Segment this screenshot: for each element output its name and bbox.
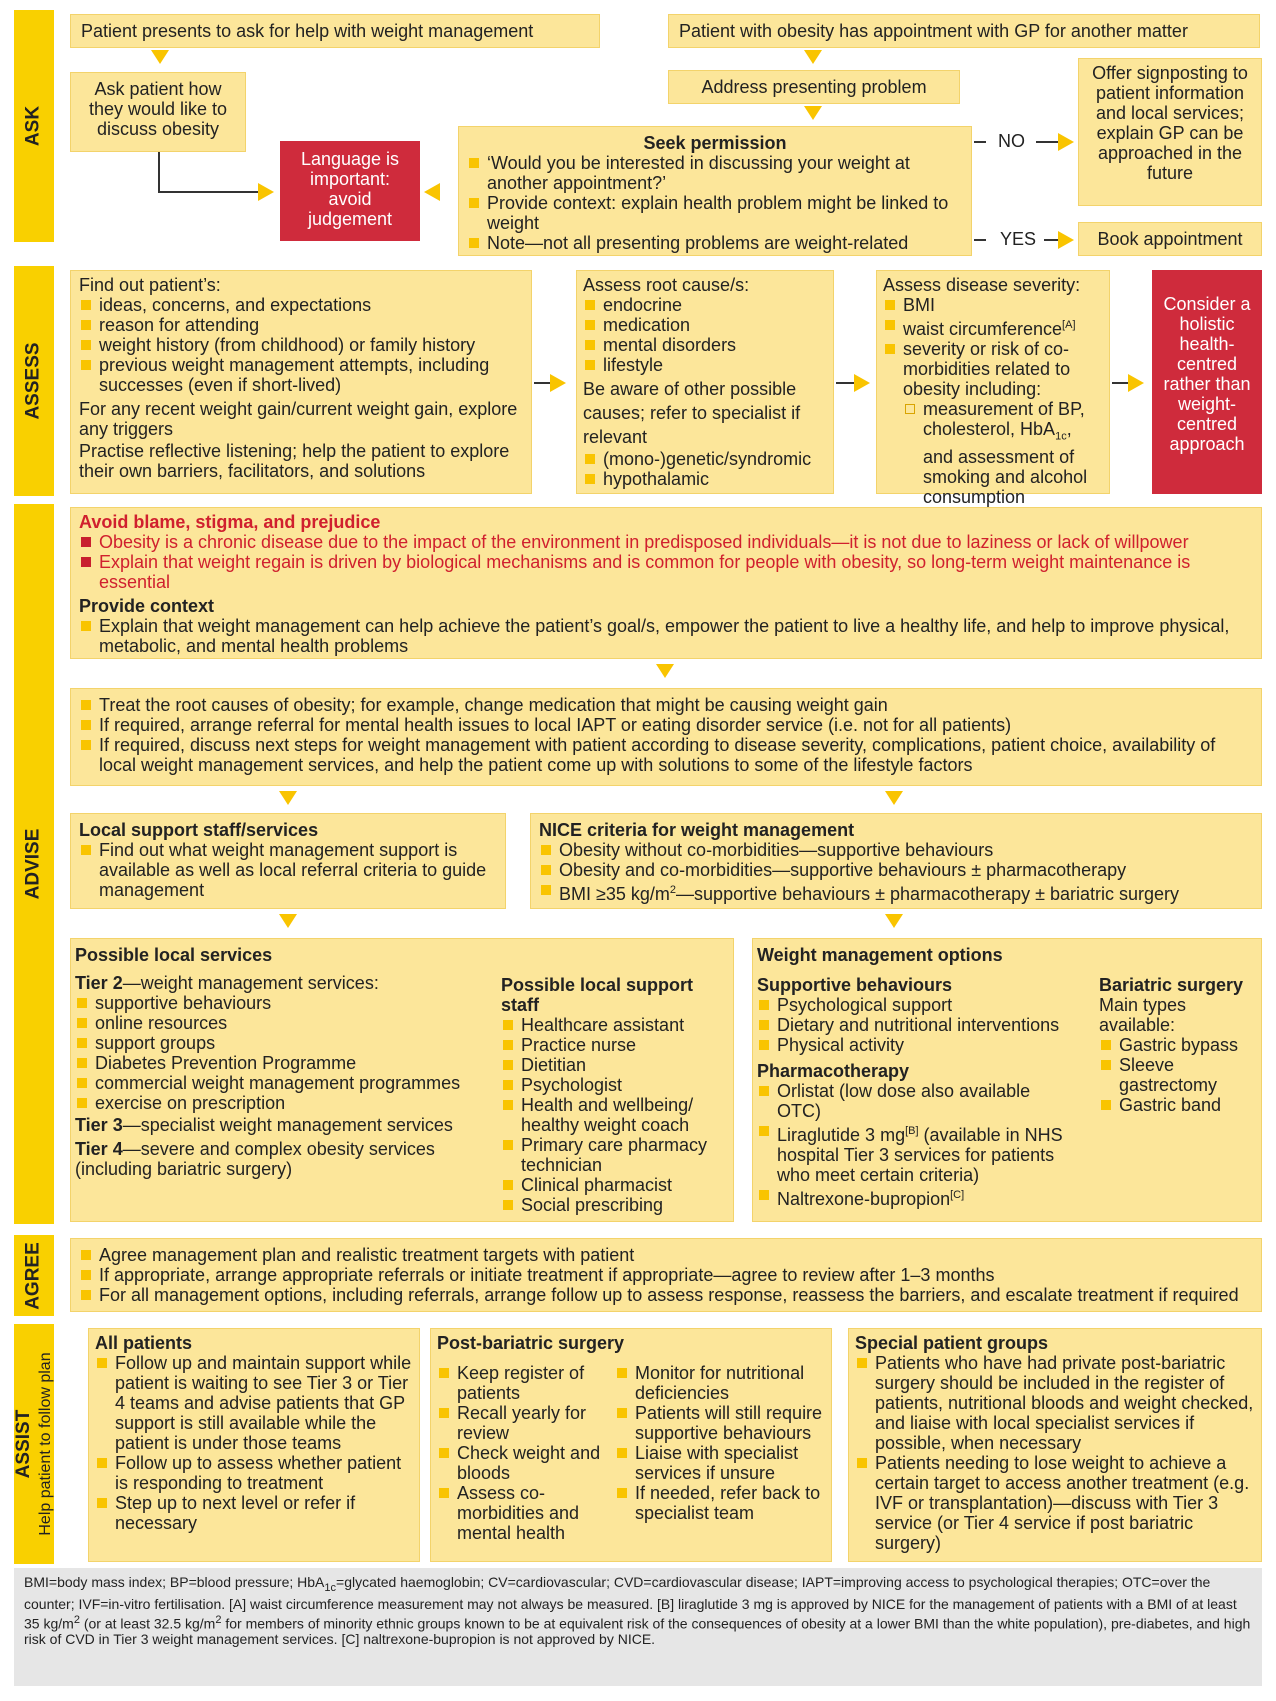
arrow-icon (1058, 133, 1074, 151)
list-item: Diabetes Prevention Programme (75, 1053, 505, 1073)
connector-line (1112, 382, 1128, 384)
list-item: Step up to next level or refer if necessary (95, 1493, 413, 1533)
list-item: Liraglutide 3 mg[B] (available in NHS hospital Tier 3 services for patients who meet certain criteria) (757, 1121, 1077, 1185)
list-item: Psychological support (757, 995, 1097, 1015)
arrow-icon (279, 914, 297, 928)
list-item: BMI ≥35 $kg/m^2—supportive$ behaviours ± pharmacotherapy ± bariatric surgery (539, 880, 1253, 904)
connector-line (974, 141, 986, 143)
list-item: Patients who have had private post-bariatric surgery should be included in the register of patients, nutritional bloods and weight checked, and liaise with local specialist services if possible, when necessary (855, 1353, 1255, 1453)
services-column (75, 945, 505, 1179)
connector-line (1036, 141, 1058, 143)
arrow-icon (804, 106, 822, 120)
root-other-list (583, 449, 827, 489)
list-item: Psychologist (501, 1075, 729, 1095)
local-support-title: Local support staff/services (79, 820, 319, 840)
list-item: Gastric bypass (1099, 1035, 1259, 1055)
list-item: (mono-)genetic/syndromic (583, 449, 827, 469)
post-bariatric-box (430, 1328, 832, 1562)
severity-sublist (883, 399, 1103, 507)
list-item: Orlistat (low dose also available OTC) (757, 1081, 1077, 1121)
section-label-agree: AGREE (22, 1241, 44, 1310)
list-item: commercial weight management programmes (75, 1073, 505, 1093)
list-item: Sleeve gastrectomy (1099, 1055, 1259, 1095)
connector-line (1044, 239, 1058, 241)
list-item: Dietitian (501, 1055, 729, 1075)
offer-signposting-box: Offer signposting to patient information and local services; explain GP can be approached in the future (1078, 58, 1262, 206)
list-item: reason for attending (79, 315, 523, 335)
post-bariatric-title: Post-bariatric surgery (437, 1333, 625, 1353)
arrow-icon (279, 791, 297, 805)
address-problem-box: Address presenting problem (668, 70, 960, 104)
list-item: Primary care pharmacy technician (501, 1135, 729, 1175)
sidebar-ask (14, 10, 54, 242)
section-label-ask: ASK (22, 105, 44, 147)
section-label-assess: ASSESS (22, 342, 44, 420)
arrow-icon (656, 664, 674, 678)
avoid-blame-list (79, 532, 1253, 592)
list-item: If needed, refer back to specialist team (615, 1483, 829, 1523)
list-item: online resources (75, 1013, 505, 1033)
tier3-label: Tier 3—specialist weight management services (75, 1115, 453, 1135)
ask-patient-box: Ask patient how they would like to discuss obesity (70, 72, 246, 152)
section-label-assist: ASSIST Help patient to follow plan (13, 1352, 54, 1536)
bariatric-column (1099, 975, 1259, 1115)
list-item: mental disorders (583, 335, 827, 355)
reflective-text: Practise reflective listening; help the patient to explore their own barriers, facilitators, and solutions (79, 441, 510, 481)
list-item: Explain that weight management can help achieve the patient’s goal/s, empower the patient to live a healthy life, and help to improve physical, metabolic, and mental health problems (79, 616, 1253, 656)
section-sublabel-assist: Help patient to follow plan (36, 1352, 54, 1536)
post-right-list (615, 1363, 829, 1523)
list-item: Physical activity (757, 1035, 1097, 1055)
seek-permission-box (458, 126, 972, 256)
list-item: support groups (75, 1033, 505, 1053)
list-item: Obesity is a chronic disease due to the impact of the environment in predisposed individuals—it is not due to laziness or lack of willpower (79, 532, 1253, 552)
provide-context-list (79, 616, 1253, 656)
list-item: ‘Would you be interested in discussing your weight at another appointment?’ (467, 153, 963, 193)
list-item: waist circumference[A] (883, 315, 1103, 339)
list-item: previous weight management attempts, including successes (even if short-lived) (79, 355, 523, 395)
arrow-icon (424, 183, 440, 201)
connector-line (974, 239, 986, 241)
list-item: Explain that weight regain is driven by biological mechanisms and is common for people with obesity, so long-term weight maintenance is essential (79, 552, 1253, 592)
list-item: severity or risk of co-morbidities related to obesity including: (883, 339, 1103, 399)
bariatric-intro: Main types available: (1099, 995, 1187, 1035)
list-item: supportive behaviours (75, 993, 505, 1013)
list-item: If required, arrange referral for mental health issues to local IAPT or eating disorder service (i.e. not for all patients) (79, 715, 1253, 735)
arrow-icon (804, 50, 822, 64)
list-item: weight history (from childhood) or family history (79, 335, 523, 355)
all-patients-title: All patients (95, 1333, 193, 1353)
footnotes: BMI=body mass index; BP=blood pressure; HbA$_{1c}$=glycated haemoglobin; CV=cardiovascular; CVD=cardiovascular disease; IAPT=improving access to psychological therapies; OTC=over the counter; IVF=in-vitro fertilisation. [A] waist circumference measurement may not always be measured. [B] liraglutide 3 mg is approved by NICE for the management of patients with a BMI of at least 35 $kg/m^2$ (or at least 32.5 $kg/m^2$ for members of minority ethnic groups known to be at equivalent risk of the consequences of obesity at a lower BMI than the white population), pre-diabetes, and high risk of CVD in Tier 3 weight management services. [C] naltrexone-bupropion is not approved by NICE. (14, 1568, 1262, 1686)
list-item: Provide context: explain health problem might be linked to weight (467, 193, 963, 233)
tier2-list (75, 993, 505, 1113)
find-out-box (70, 270, 532, 494)
options-title: Weight management options (757, 945, 1003, 965)
root-cause-box (576, 270, 834, 494)
special-groups-box (848, 1328, 1262, 1562)
list-item: Follow up to assess whether patient is responding to treatment (95, 1453, 413, 1493)
supportive-list (757, 995, 1097, 1055)
options-left-column (757, 975, 1097, 1209)
list-item: Liaise with specialist services if unsure (615, 1443, 829, 1483)
list-item: Note—not all presenting problems are weight-related (467, 233, 963, 253)
agree-list (79, 1245, 1253, 1305)
connector-line (158, 152, 160, 192)
avoid-blame-box (70, 507, 1262, 659)
special-groups-title: Special patient groups (855, 1333, 1049, 1353)
arrow-icon (885, 791, 903, 805)
possible-services-box (70, 938, 734, 1222)
arrow-icon (151, 50, 169, 64)
connector-line (158, 191, 258, 193)
find-out-list (79, 295, 523, 395)
tier4-label: Tier 4—severe and complex obesity services (including bariatric surgery) (75, 1139, 435, 1179)
agree-box (70, 1238, 1262, 1312)
list-item: Obesity without co-morbidities—supportive behaviours (539, 840, 1253, 860)
list-item: Check weight and bloods (437, 1443, 613, 1483)
staff-title: Possible local support staff (501, 975, 694, 1015)
list-item: Obesity and co-morbidities—supportive behaviours ± pharmacotherapy (539, 860, 1253, 880)
nice-criteria-box (530, 813, 1262, 909)
root-cause-title: Assess root cause/s: (583, 275, 750, 295)
holistic-box: Consider a holistic health-centred rather than weight-centred approach (1152, 270, 1262, 494)
arrow-icon (550, 374, 566, 392)
supportive-title: Supportive behaviours (757, 975, 953, 995)
find-out-title: Find out patient’s: (79, 275, 221, 295)
book-appointment-box: Book appointment (1078, 222, 1262, 256)
arrow-icon (1058, 231, 1074, 249)
list-item: Find out what weight management support is available as well as local referral criteria to guide management (79, 840, 497, 900)
list-item: ideas, concerns, and expectations (79, 295, 523, 315)
pharma-list (757, 1081, 1077, 1209)
severity-title: Assess disease severity: (883, 275, 1081, 295)
list-item: Clinical pharmacist (501, 1175, 729, 1195)
root-aware-text: Be aware of other possible causes; refer to specialist if relevant (583, 379, 801, 447)
sidebar-assist (14, 1324, 54, 1564)
list-item: BMI (883, 295, 1103, 315)
list-item: Naltrexone-bupropion[C] (757, 1185, 1077, 1209)
list-item: medication (583, 315, 827, 335)
list-item: Practice nurse (501, 1035, 729, 1055)
list-item: Gastric band (1099, 1095, 1259, 1115)
seek-permission-list (467, 153, 963, 253)
list-item: Follow up and maintain support while patient is waiting to see Tier 3 or Tier 4 teams and advise patients that GP support is still available while the patient is under those teams (95, 1353, 413, 1453)
post-right-column (615, 1363, 829, 1523)
list-item: Agree management plan and realistic treatment targets with patient (79, 1245, 1253, 1265)
list-item: Keep register of patients (437, 1363, 613, 1403)
list-item: endocrine (583, 295, 827, 315)
severity-list (883, 295, 1103, 399)
list-item: Dietary and nutritional interventions (757, 1015, 1097, 1035)
list-item: measurement of BP, cholesterol, HbA$_{1c}$, and assessment of smoking and alcohol consumption (903, 399, 1103, 507)
provide-context-title: Provide context (79, 596, 215, 616)
avoid-blame-title: Avoid blame, stigma, and prejudice (79, 512, 381, 532)
list-item: If required, discuss next steps for weight management with patient according to disease severity, complications, patient choice, availability of local weight management services, and help the patient come up with solutions to some of the lifestyle factors (79, 735, 1253, 775)
list-item: If appropriate, arrange appropriate referrals or initiate treatment if appropriate—agree to review after 1–3 months (79, 1265, 1253, 1285)
yes-label: YES (1000, 229, 1037, 249)
local-support-list (79, 840, 497, 900)
patient-obesity-gp-box: Patient with obesity has appointment with GP for another matter (668, 14, 1260, 48)
arrow-icon (1128, 374, 1144, 392)
connector-line (534, 382, 550, 384)
special-groups-list (855, 1353, 1255, 1553)
recent-gain-text: For any recent weight gain/current weight gain, explore any triggers (79, 399, 518, 439)
seek-permission-title: Seek permission (643, 133, 787, 153)
severity-box (876, 270, 1110, 507)
patient-presents-box: Patient presents to ask for help with weight management (70, 14, 600, 48)
list-item: Assess co-morbidities and mental health (437, 1483, 613, 1543)
list-item: Health and wellbeing/ healthy weight coach (501, 1095, 729, 1135)
post-left-column (437, 1363, 613, 1543)
tier2-label: Tier 2—weight management services: (75, 973, 379, 993)
no-label: NO (998, 131, 1025, 151)
all-patients-list (95, 1353, 413, 1533)
list-item: Patients needing to lose weight to achieve a certain target to access another treatment (e.g. IVF or transplantation)—discuss with Tier 3 service (or Tier 4 service if post bariatric surgery) (855, 1453, 1255, 1553)
list-item: Healthcare assistant (501, 1015, 729, 1035)
section-label-advise: ADVISE (22, 828, 44, 900)
pharma-title: Pharmacotherapy (757, 1061, 910, 1081)
nice-criteria-title: NICE criteria for weight management (539, 820, 855, 840)
bariatric-list (1099, 1035, 1259, 1115)
all-patients-box (88, 1328, 420, 1562)
arrow-icon (854, 374, 870, 392)
staff-column (501, 975, 729, 1215)
list-item: lifestyle (583, 355, 827, 375)
list-item: Patients will still require supportive behaviours (615, 1403, 829, 1443)
arrow-icon (885, 914, 903, 928)
root-cause-list (583, 295, 827, 375)
sidebar-agree (14, 1235, 54, 1316)
sidebar-assess (14, 266, 54, 496)
local-support-box (70, 813, 506, 909)
post-left-list (437, 1363, 613, 1543)
nice-criteria-list (539, 840, 1253, 904)
list-item: Treat the root causes of obesity; for example, change medication that might be causing weight gain (79, 695, 1253, 715)
connector-line (836, 382, 854, 384)
list-item: For all management options, including referrals, arrange follow up to assess response, reassess the barriers, and escalate treatment if required (79, 1285, 1253, 1305)
staff-list (501, 1015, 729, 1215)
services-title: Possible local services (75, 945, 273, 965)
list-item: Social prescribing (501, 1195, 729, 1215)
list-item: exercise on prescription (75, 1093, 505, 1113)
list-item: Monitor for nutritional deficiencies (615, 1363, 829, 1403)
treat-list (79, 695, 1253, 775)
treat-root-causes-box (70, 688, 1262, 786)
arrow-icon (258, 183, 274, 201)
list-item: Recall yearly for review (437, 1403, 613, 1443)
list-item: hypothalamic (583, 469, 827, 489)
language-box: Language is important: avoid judgement (280, 141, 420, 241)
bariatric-title: Bariatric surgery (1099, 975, 1244, 995)
weight-options-box (752, 938, 1262, 1222)
sidebar-advise (14, 504, 54, 1224)
